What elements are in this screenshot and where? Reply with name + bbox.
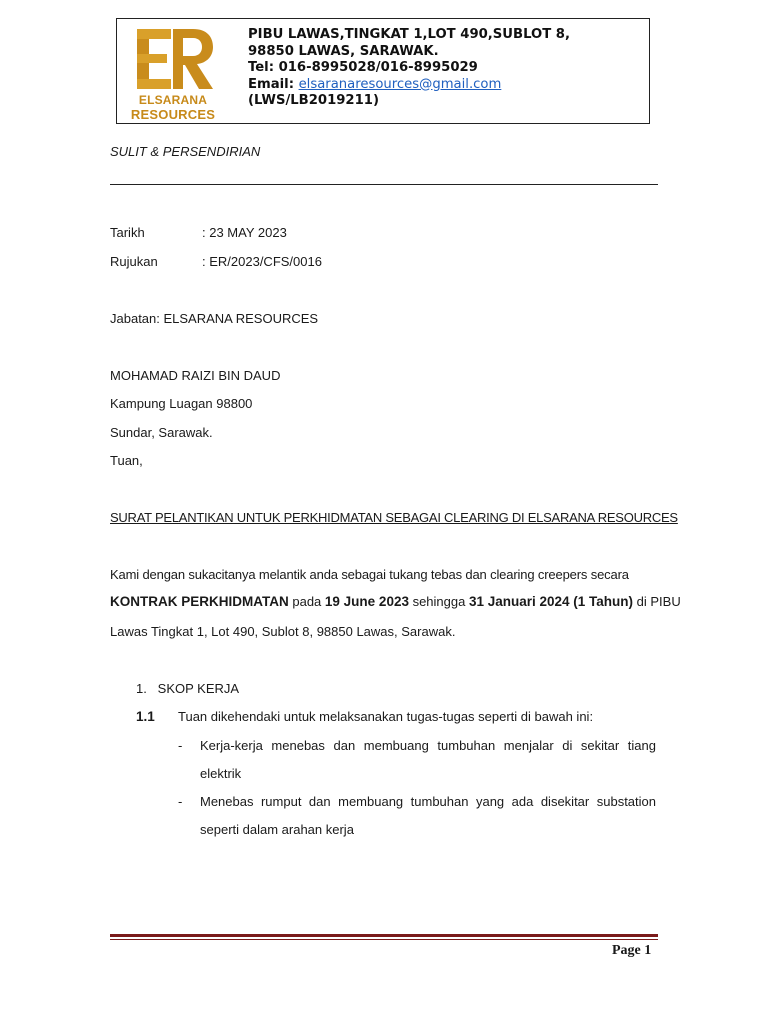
registration-number: (LWS/LB2019211) (248, 93, 379, 108)
address-line-1: PIBU LAWAS,TINGKAT 1,LOT 490,SUBLOT 8, (248, 27, 570, 42)
subsection-number: 1.1 (136, 709, 155, 724)
email-label: Email: (248, 76, 299, 92)
footer-rule-thin (110, 939, 658, 940)
text-di-pibu: di PIBU (633, 594, 681, 609)
text-sehingga: sehingga (408, 594, 469, 609)
footer-rule-thick (110, 934, 658, 937)
recipient-address-1: Kampung Luagan 98800 (110, 396, 253, 411)
letterhead-contact (248, 27, 570, 110)
department-line: Jabatan: ELSARANA RESOURCES (110, 311, 319, 326)
reference-row (110, 254, 322, 269)
bullet-1-line-2: elektrik (200, 766, 242, 781)
date-row (110, 225, 287, 240)
date-value: : 23 MAY 2023 (202, 225, 287, 240)
section-heading-skop-kerja: 1. SKOP KERJA (136, 681, 240, 696)
body-line-2 (110, 594, 681, 609)
email-link[interactable]: elsaranaresources@gmail.com (298, 76, 502, 92)
body-line-1: Kami dengan sukacitanya melantik anda sebagai tukang tebas dan clearing creepers secara (110, 567, 629, 582)
recipient-name: MOHAMAD RAIZI BIN DAUD (110, 368, 281, 383)
end-date: 31 Januari 2024 (1 Tahun) (468, 594, 634, 609)
telephone: Tel: 016-8995028/016-8995029 (248, 60, 478, 75)
reference-label: Rujukan (110, 254, 158, 269)
start-date: 19 June 2023 (324, 594, 409, 609)
address-line-2: 98850 LAWAS, SARAWAK. (248, 43, 439, 59)
bullet-1-line-1: Kerja-kerja menebas dan membuang tumbuhan menjalar di sekitar tiang (200, 738, 656, 753)
classification-label: SULIT & PERSENDIRIAN (110, 144, 261, 159)
bullet-2-line-2: seperti dalam arahan kerja (200, 822, 354, 837)
logo-text-resources: RESOURCES (130, 107, 216, 122)
page-number: Page 1 (612, 943, 652, 958)
body-line-3: Lawas Tingkat 1, Lot 490, Sublot 8, 98850 Lawas, Sarawak. (110, 624, 456, 639)
salutation: Tuan, (110, 453, 143, 468)
bullet-dash-2: - (178, 794, 183, 809)
subsection-text: Tuan dikehendaki untuk melaksanakan tugas-tugas seperti di bawah ini: (178, 709, 594, 724)
bullet-dash-1: - (178, 738, 183, 753)
letter-subject: SURAT PELANTIKAN UNTUK PERKHIDMATAN SEBAGAI CLEARING DI ELSARANA RESOURCES (110, 510, 678, 525)
email-line (248, 77, 570, 94)
logo-text-elsarana: ELSARANA (138, 93, 208, 107)
reference-value: : ER/2023/CFS/0016 (202, 254, 322, 269)
text-pada: pada (288, 594, 325, 609)
contract-type: KONTRAK PERKHIDMATAN (110, 594, 289, 609)
letterhead (116, 18, 650, 124)
logo-er-icon (127, 23, 219, 93)
company-logo (127, 23, 219, 121)
date-label: Tarikh (110, 225, 145, 240)
bullet-2-line-1: Menebas rumput dan membuang tumbuhan yang ada disekitar substation (200, 794, 656, 809)
header-divider (110, 184, 658, 185)
recipient-address-2: Sundar, Sarawak. (110, 425, 213, 440)
